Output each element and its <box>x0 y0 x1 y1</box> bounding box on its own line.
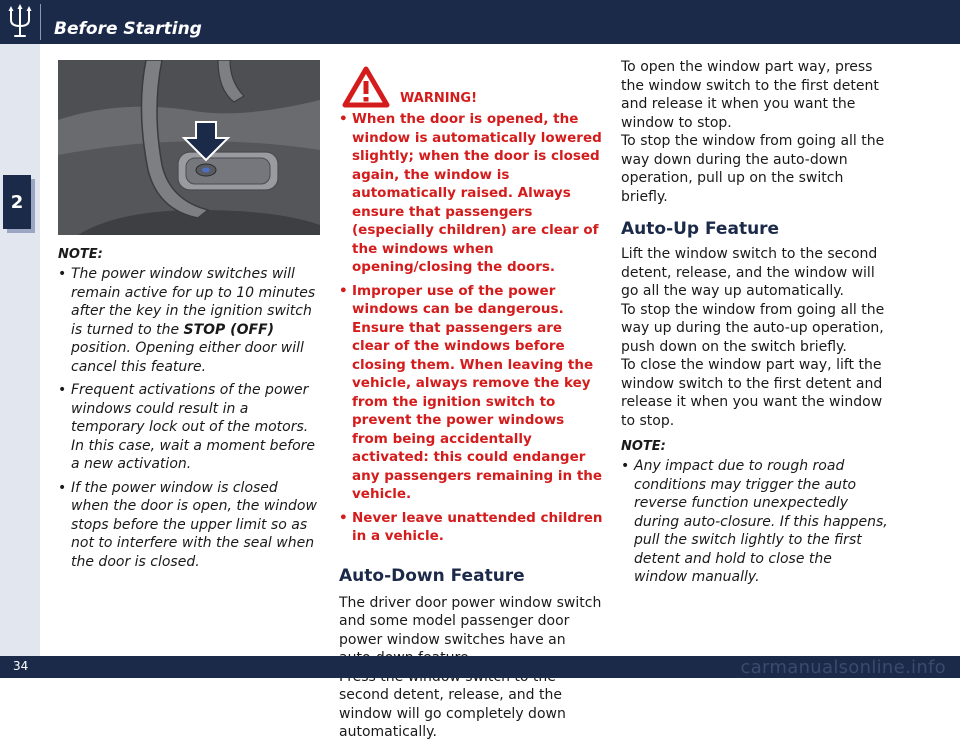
body-paragraph: To open the window part way, press the window switch to the first detent and release it when you want the window to stop. <box>621 59 879 131</box>
page-footer <box>0 656 960 678</box>
chapter-tab[interactable]: 2 <box>3 175 31 229</box>
auto-down-paragraph: The driver door power window switch and some model passenger door power window switches have an <box>339 594 602 648</box>
warning-triangle-icon <box>342 66 390 108</box>
note-label: NOTE: <box>621 439 666 454</box>
body-paragraph: To stop the window from going all the way down during the auto-down operation, pull up on the switch briefly. <box>621 133 885 205</box>
auto-down-paragraph: second detent, release, and the window will go completely down automatically. <box>339 687 566 740</box>
warning-list <box>339 110 603 546</box>
column-left <box>58 60 320 576</box>
door-switch-illustration <box>58 60 320 235</box>
list-item: • Any impact due to rough road conditions may trigger the auto reverse function unexpectedly during auto-closure. If this happens, pull the switch lightly to the first detent and hold to close the window manually. <box>621 458 888 585</box>
trident-logo <box>0 0 40 44</box>
list-item: • Frequent activations of the power windows could result in a temporary lock out of the motors. In this case, wait a moment before a new activation. <box>58 382 316 472</box>
auto-up-heading: Auto-Up Feature <box>621 219 780 239</box>
chapter-strip <box>0 44 40 656</box>
warning-title: WARNING! <box>400 91 478 106</box>
note-label: NOTE: <box>58 247 103 262</box>
warning-item: • Never leave unattended children in a vehicle. <box>339 509 603 544</box>
note-list <box>621 457 889 587</box>
auto-up-paragraph: Lift the window switch to the second detent, release, and the window will go all the way up automatically. <box>621 246 878 299</box>
page-number: 34 <box>13 659 29 673</box>
list-item: • The power window switches will remain active for up to 10 minutes after the key in the ignition switch is turned to the STOP (OFF) position. Opening either door will cancel this feature. <box>58 266 316 375</box>
note-list <box>58 265 320 571</box>
warning-item: • When the door is opened, the window is automatically lowered slightly; when the door is closed again, the window is automatically raised. Always ensure that passengers (especially children) are clear of the windows when opening/closing the doors. <box>339 111 602 275</box>
list-item: • If the power window is closed when the door is open, the window stops before the upper limit so as not to interfere with the seal when the door is closed. <box>58 479 317 570</box>
auto-down-heading: Auto-Down Feature <box>339 565 525 586</box>
watermark: carmanualsonline.info <box>740 657 946 678</box>
header-divider <box>40 4 41 40</box>
auto-up-paragraph: To stop the window from going all the way up during the auto-up operation, push down on the switch briefly. <box>621 301 885 355</box>
column-middle <box>339 60 603 742</box>
page-header <box>0 0 960 44</box>
warning-header <box>339 60 603 108</box>
section-title: Before Starting <box>54 19 202 39</box>
column-right <box>621 58 889 592</box>
auto-up-paragraph: To close the window part way, lift the window switch to the first detent and release it when you want the window to stop. <box>621 357 883 429</box>
warning-item: • Improper use of the power windows can be dangerous. Ensure that passengers are clear of the windows before closing them. When leaving the vehicle, always remove the key from the ignition switch to prevent the power windows from being accidentally activated: this could endanger any passengers remaining in the vehicle. <box>339 282 603 502</box>
